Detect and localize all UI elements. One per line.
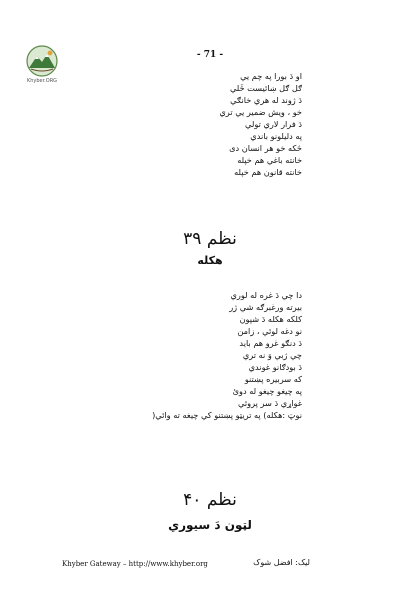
verse-line: دَ ژوند له هري خانګي xyxy=(230,95,302,105)
verse-line: په چيغو چيغو له دوئ xyxy=(232,386,302,396)
poem-40-title: نظم ۴۰ xyxy=(183,490,237,510)
poem-40-subtitle: لټون دَ سيوري xyxy=(168,518,252,532)
verse-line: دَ دنګو غرو هم بايد xyxy=(239,338,302,348)
verse-line: بيرته ورغبرګه شي ژر xyxy=(229,302,302,312)
verse-line: خو ، ويش ضمير يي تري xyxy=(219,107,302,117)
verse-line: ګل ګل ښائيست څَلي xyxy=(229,83,302,93)
verse-line: خانته قانون هم خپله xyxy=(234,167,302,177)
verse-line: کلکه هکله دَ شپون xyxy=(239,314,302,324)
stanza-1 xyxy=(219,70,302,178)
stanza-2 xyxy=(152,289,302,421)
poem-39-title: نظم ۳۹ xyxy=(183,229,237,249)
mountain-logo-icon xyxy=(20,44,64,78)
logo-caption: Khyber.ORG xyxy=(26,78,58,84)
verse-line: خانته باغي هم خپله xyxy=(237,155,302,165)
poem-39-subtitle: هکله xyxy=(197,254,223,267)
verse-line: غواړي دَ سر پروئي xyxy=(238,398,302,408)
verse-line: څکه خو هر انسان دی xyxy=(229,143,302,153)
footer-site-link[interactable]: Khyber Gateway – http://www.khyber.org xyxy=(62,560,208,568)
verse-line: دا چي دَ غره له لوري xyxy=(230,290,302,300)
verse-line: په دليلونو باندي xyxy=(250,131,302,141)
verse-line: دَ فرار لاري تولي xyxy=(245,119,302,129)
page-number: - 71 - xyxy=(196,50,224,60)
verse-line: چي ژبي وَ نه تري xyxy=(242,350,302,360)
footer-author: ليک: افضل شوک xyxy=(253,558,310,567)
verse-line: او دَ بورا په چم يي xyxy=(240,71,302,81)
khyber-logo xyxy=(20,44,64,90)
verse-line: دَ بودګانو غوندي xyxy=(248,362,302,372)
note-line: نوټ :هکله) په تريټو پښتنو کي چيغه ته وائي( xyxy=(152,410,302,420)
verse-line: که سربيره پښتنو xyxy=(244,374,302,384)
verse-line: نو دغه لوئي ، زامن xyxy=(237,326,302,336)
